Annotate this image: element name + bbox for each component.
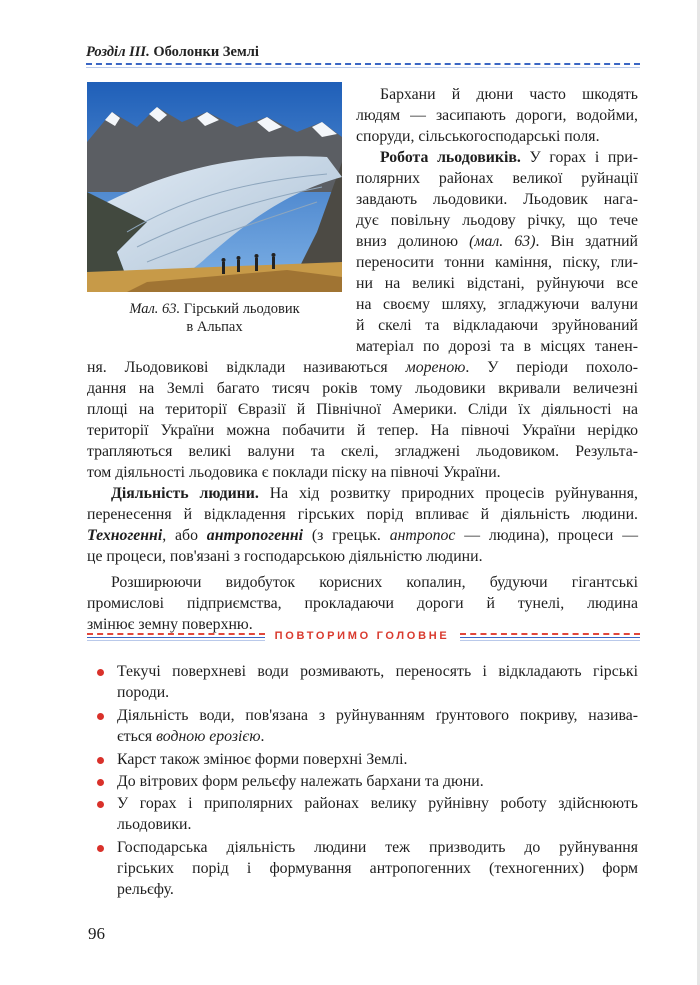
text-line: території України можна побачити й тепер. На півночі України нерідко — [87, 422, 638, 439]
text-line: споруди, сільськогосподарські поля. — [356, 128, 600, 145]
header-section: Розділ III. — [86, 44, 150, 60]
bullet-icon — [97, 713, 104, 720]
summary-line: рельєфу. — [117, 881, 174, 898]
running-header — [86, 44, 259, 61]
text-line: вниз долиною (мал. 63). Він здатний — [356, 233, 638, 250]
summary-line: ється водною ерозією. — [117, 728, 265, 745]
text-line: перенесення й відкладення гірських порід впливає й діяльність людини. — [87, 506, 638, 523]
section-divider-right — [460, 631, 640, 643]
text-line: на своєму шляху, згладжуючи валуни — [356, 296, 638, 313]
figure-caption — [87, 300, 342, 318]
text-line: ни на великі відстані, руйнуючи все — [356, 275, 638, 292]
text-line: Розширюючи видобуток корисних копалин, будуючи гігантські — [111, 574, 638, 591]
header-rule — [86, 63, 640, 65]
summary-line: породи. — [117, 684, 170, 701]
text-line: том діяльності льодовика є поклади піску на півночі України. — [87, 464, 501, 481]
header-title: Оболонки Землі — [153, 44, 259, 60]
text-line: завдають льодовики. Льодовик нага- — [356, 191, 638, 208]
text-line: Діяльність людини. На хід розвитку природних процесів руйнування, — [111, 485, 638, 502]
text-line: Техногенні, або антропогенні (з грецьк. антропос — людина), процеси — — [87, 527, 638, 544]
figure-caption-line2: в Альпах — [186, 319, 243, 335]
summary-line: Текучі поверхневі води розмивають, переносять і відкладають гірські — [117, 663, 638, 680]
bullet-icon — [97, 845, 104, 852]
caption-line1: Гірський льодовик — [183, 301, 300, 317]
text-line: дує повільну льодову річку, що тече — [356, 212, 638, 229]
summary-line: У горах і приполярних районах велику руйнівну роботу здійснюють — [117, 795, 638, 812]
text-line: промислові підприємства, прокладаючи дороги й тунелі, людина — [87, 595, 638, 612]
section-divider-left — [87, 631, 265, 643]
text-line: полярних районах великої руйнації — [356, 170, 638, 187]
text-line: площі на території Євразії й Північної Америки. Сліди їх діяльності на — [87, 401, 638, 418]
text-line: дання на Землі багато тисяч років тому льодовики вкривали величезні — [87, 380, 638, 397]
bullet-icon — [97, 801, 104, 808]
bullet-icon — [97, 779, 104, 786]
summary-title: ПОВТОРИМО ГОЛОВНЕ — [274, 630, 450, 642]
text-line: переносити тонни каміння, піску, гли- — [356, 254, 638, 271]
text-line: змінює земну поверхню. — [87, 616, 253, 633]
text-line: людям — засипають дороги, водойми, — [356, 107, 638, 124]
text-line: ня. Льодовикові відклади називаються мореною. У періоди похоло- — [87, 359, 639, 376]
page-number: 96 — [88, 924, 105, 943]
bullet-icon — [97, 757, 104, 764]
bullet-icon — [97, 669, 104, 676]
summary-line: гірських порід і формування антропогенних (техногенних) форм — [117, 860, 638, 877]
summary-line: Діяльність води, пов'язана з руйнуванням ґрунтового покриву, назива- — [117, 707, 638, 724]
text-line: Робота льодовиків. У горах і при- — [380, 149, 638, 166]
summary-line: льодовики. — [117, 816, 192, 833]
summary-line: Господарська діяльність людини теж призводить до руйнування — [117, 839, 638, 856]
header-rule-thin — [86, 67, 640, 68]
glacier-photo — [87, 82, 342, 292]
text-line: це процеси, пов'язані з господарською діяльністю людини. — [87, 548, 483, 565]
text-line: трапляються великі валуни та скелі, згладжені льодовиком. Результа- — [87, 443, 638, 460]
caption-number: Мал. 63. — [129, 301, 181, 317]
text-line: й скелі та відкладаючи зруйнований — [356, 317, 638, 334]
text-line: матеріал по дорозі та в місцях танен- — [356, 338, 638, 355]
summary-line: Карст також змінює форми поверхні Землі. — [117, 751, 408, 768]
text-line: Бархани й дюни часто шкодять — [380, 86, 638, 103]
summary-line: До вітрових форм рельєфу належать бархани та дюни. — [117, 773, 484, 790]
